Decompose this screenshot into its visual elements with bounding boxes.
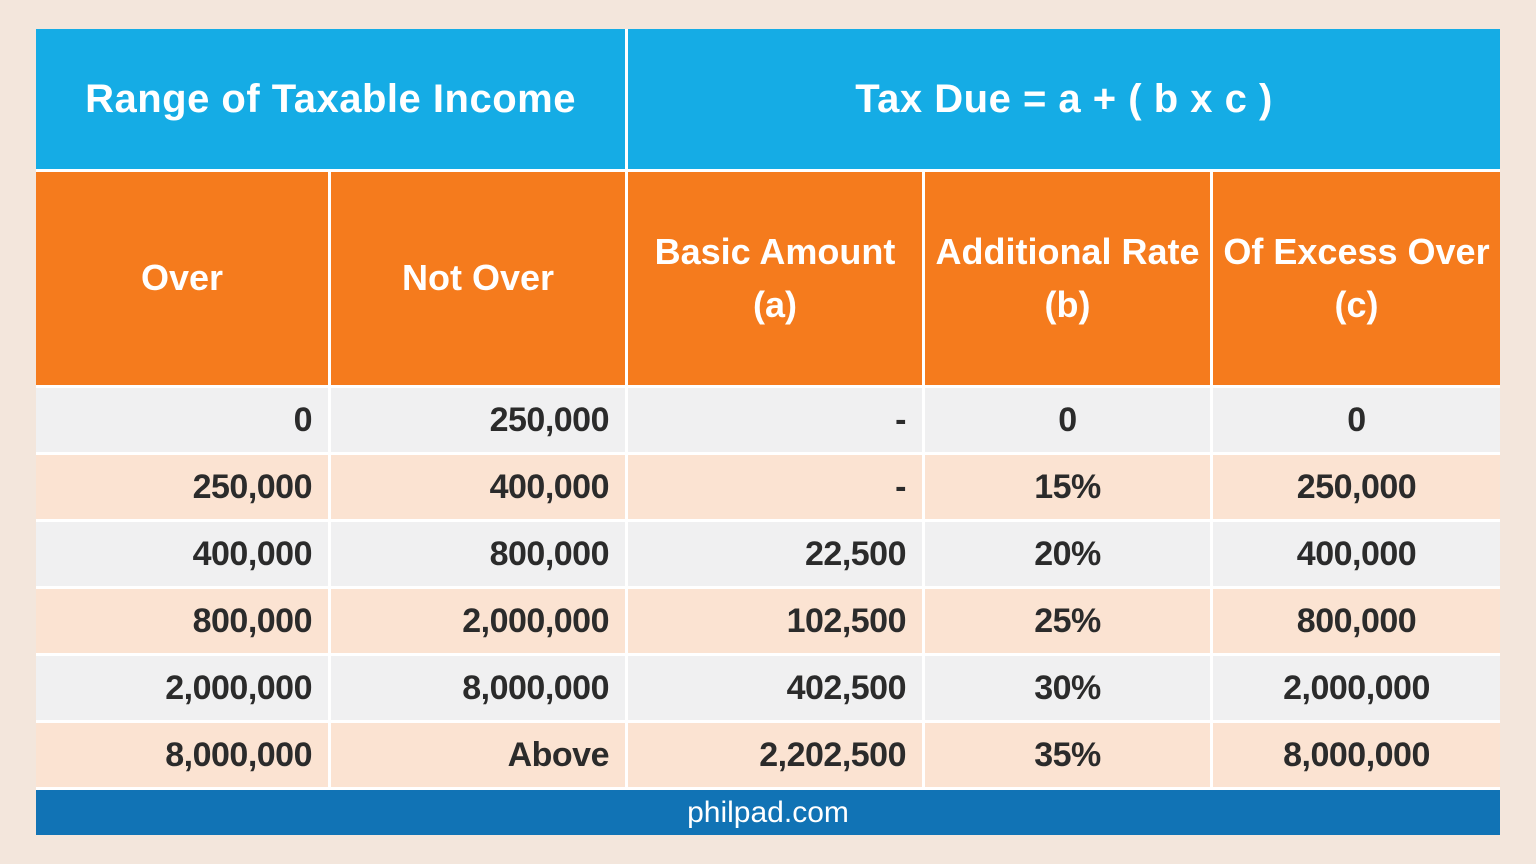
group-header-range-of-taxable-income: Range of Taxable Income xyxy=(36,29,625,169)
tax-table xyxy=(36,29,1500,835)
column-subtitle: (c) xyxy=(1334,283,1379,325)
table-cell-r4-c4: 2,000,000 xyxy=(1213,656,1500,720)
table-cell-r3-c4: 800,000 xyxy=(1213,589,1500,653)
table-cell-r0-c1: 250,000 xyxy=(331,388,625,452)
table-cell-r4-c3: 30% xyxy=(925,656,1210,720)
column-title: Not Over xyxy=(401,257,555,299)
group-header-tax-due-formula: Tax Due = a + ( b x c ) xyxy=(628,29,1500,169)
table-cell-r1-c2: - xyxy=(628,455,922,519)
table-cell-r2-c2: 22,500 xyxy=(628,522,922,586)
column-title: Basic Amount xyxy=(654,231,896,273)
table-cell-r0-c3: 0 xyxy=(925,388,1210,452)
table-cell-r5-c0: 8,000,000 xyxy=(36,723,328,787)
table-cell-r0-c2: - xyxy=(628,388,922,452)
footer-site-label: philpad.com xyxy=(687,795,849,829)
column-header-basic-amount xyxy=(628,172,922,385)
column-subtitle: (a) xyxy=(753,283,797,325)
column-title: Over xyxy=(140,257,224,299)
column-header-additional-rate xyxy=(925,172,1210,385)
column-header-of-excess-over xyxy=(1213,172,1500,385)
table-cell-r1-c4: 250,000 xyxy=(1213,455,1500,519)
column-title: Additional Rate xyxy=(935,231,1200,273)
footer-bar xyxy=(36,790,1500,835)
table-cell-r5-c4: 8,000,000 xyxy=(1213,723,1500,787)
table-cell-r3-c3: 25% xyxy=(925,589,1210,653)
table-cell-r0-c0: 0 xyxy=(36,388,328,452)
table-cell-r3-c1: 2,000,000 xyxy=(331,589,625,653)
table-cell-r5-c3: 35% xyxy=(925,723,1210,787)
table-cell-r2-c0: 400,000 xyxy=(36,522,328,586)
column-header-over xyxy=(36,172,328,385)
table-cell-r3-c0: 800,000 xyxy=(36,589,328,653)
table-cell-r2-c4: 400,000 xyxy=(1213,522,1500,586)
table-cell-r2-c3: 20% xyxy=(925,522,1210,586)
table-cell-r3-c2: 102,500 xyxy=(628,589,922,653)
table-cell-r1-c0: 250,000 xyxy=(36,455,328,519)
table-cell-r0-c4: 0 xyxy=(1213,388,1500,452)
table-cell-r2-c1: 800,000 xyxy=(331,522,625,586)
table-cell-r1-c3: 15% xyxy=(925,455,1210,519)
table-cell-r5-c2: 2,202,500 xyxy=(628,723,922,787)
table-cell-r4-c1: 8,000,000 xyxy=(331,656,625,720)
column-title: Of Excess Over xyxy=(1223,231,1490,273)
column-subtitle: (b) xyxy=(1044,283,1091,325)
table-cell-r4-c0: 2,000,000 xyxy=(36,656,328,720)
table-cell-r5-c1: Above xyxy=(331,723,625,787)
column-header-not-over xyxy=(331,172,625,385)
table-cell-r4-c2: 402,500 xyxy=(628,656,922,720)
table-cell-r1-c1: 400,000 xyxy=(331,455,625,519)
